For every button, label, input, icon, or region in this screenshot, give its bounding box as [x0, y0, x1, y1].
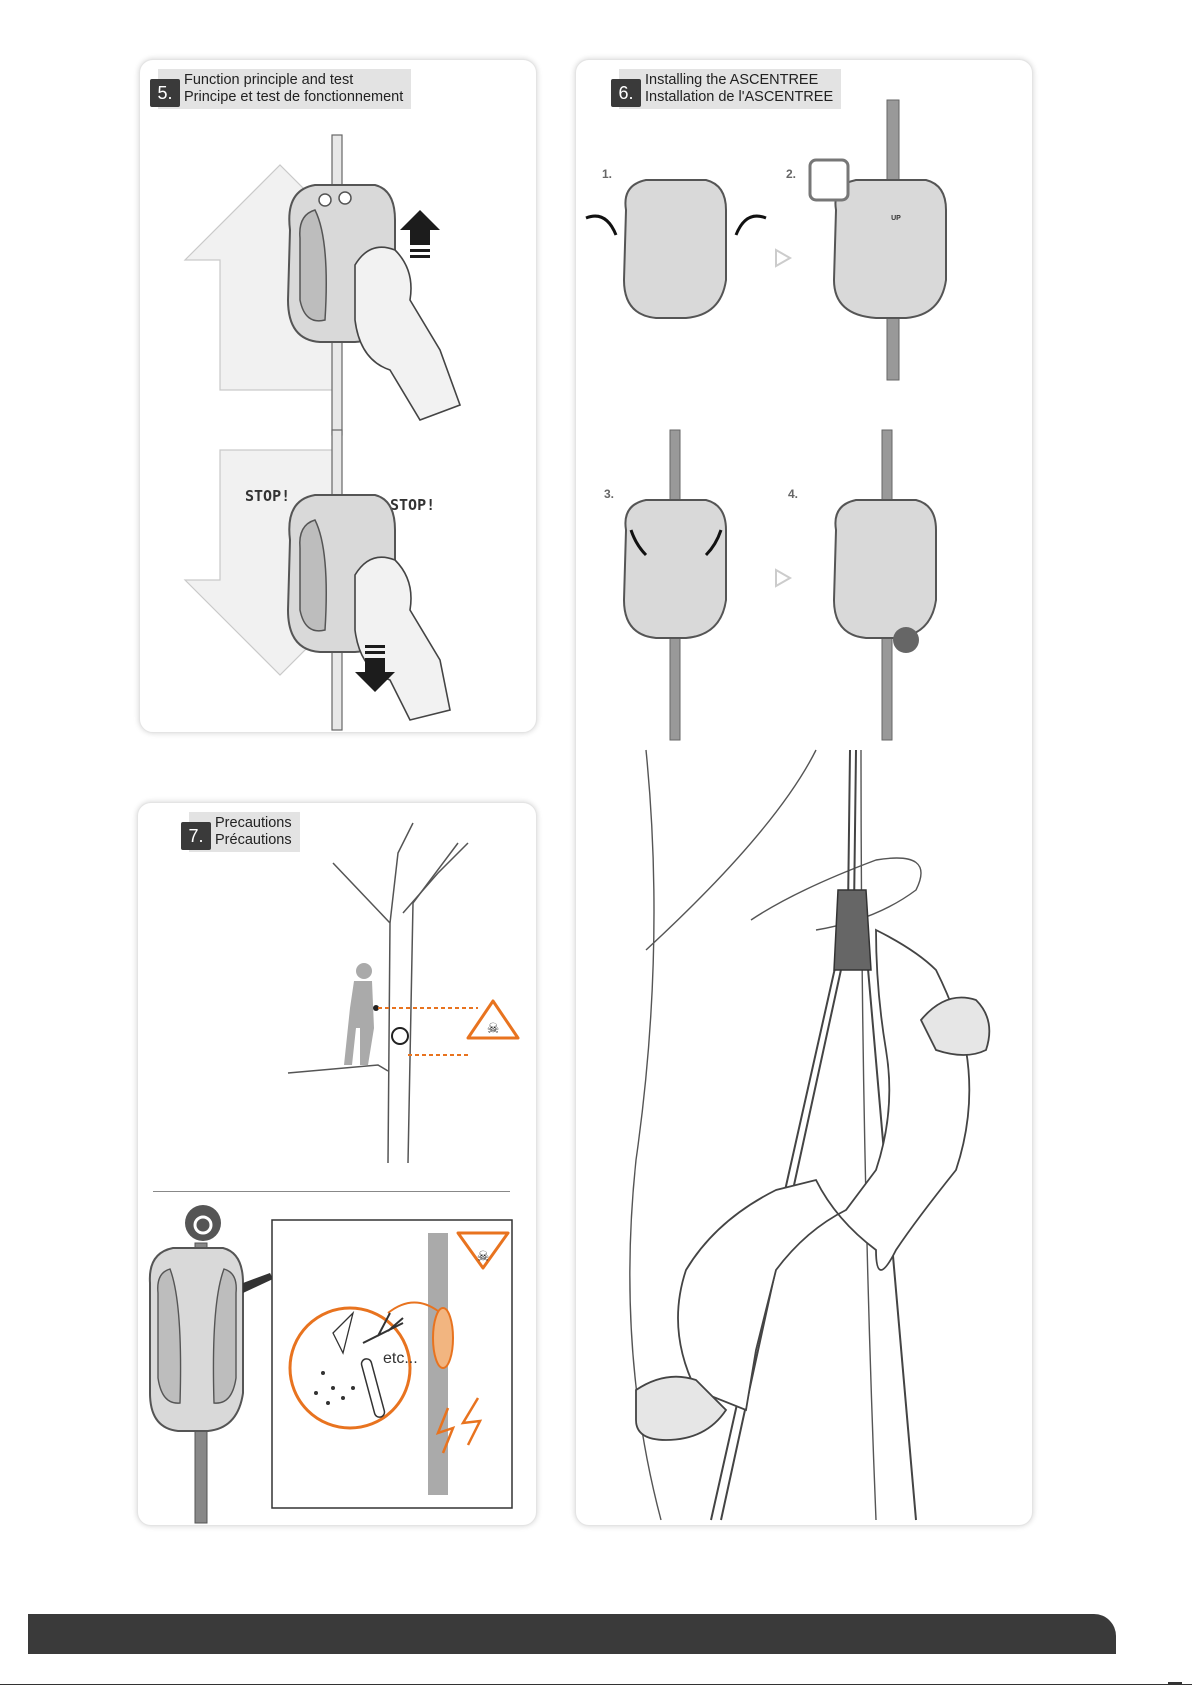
footer-bar	[28, 1614, 1116, 1654]
illustration-tree-precaution	[138, 803, 536, 1163]
illustration-debris-precaution	[138, 1193, 536, 1523]
step-3-label: 3.	[604, 487, 615, 501]
section-title-en: Function principle and test	[184, 72, 354, 88]
section-title-en: Precautions	[215, 815, 292, 831]
corner-mark	[1168, 1682, 1182, 1684]
divider	[153, 1191, 510, 1192]
svg-text:☠: ☠	[476, 1249, 490, 1265]
section-number-6: 6.	[611, 79, 641, 107]
illustration-stop-test	[140, 430, 536, 730]
illustration-climber	[576, 750, 1032, 1520]
illustration-upward-test	[140, 120, 536, 420]
stop-label-right: STOP!	[390, 496, 436, 514]
illustration-install-steps	[576, 100, 1032, 740]
etc-label: etc...	[383, 1350, 418, 1367]
section-number-7: 7.	[181, 822, 211, 850]
section-header-5	[158, 69, 411, 109]
panel-installing	[575, 59, 1033, 1526]
section-title-en: Installing the ASCENTREE	[645, 72, 819, 88]
panel-function-principle	[139, 59, 537, 733]
stop-label-left: STOP!	[245, 487, 291, 505]
step-1-label: 1.	[602, 167, 613, 181]
section-title-fr: Précautions	[215, 832, 292, 848]
panel-precautions	[137, 802, 537, 1526]
up-label: UP	[891, 215, 901, 222]
section-title-fr: Installation de l'ASCENTREE	[645, 89, 834, 105]
step-4-label: 4.	[788, 487, 799, 501]
section-number-5: 5.	[150, 79, 180, 107]
svg-text:☠: ☠	[486, 1021, 500, 1037]
step-2-label: 2.	[786, 167, 797, 181]
section-title-fr: Principe et test de fonctionnement	[184, 89, 404, 105]
